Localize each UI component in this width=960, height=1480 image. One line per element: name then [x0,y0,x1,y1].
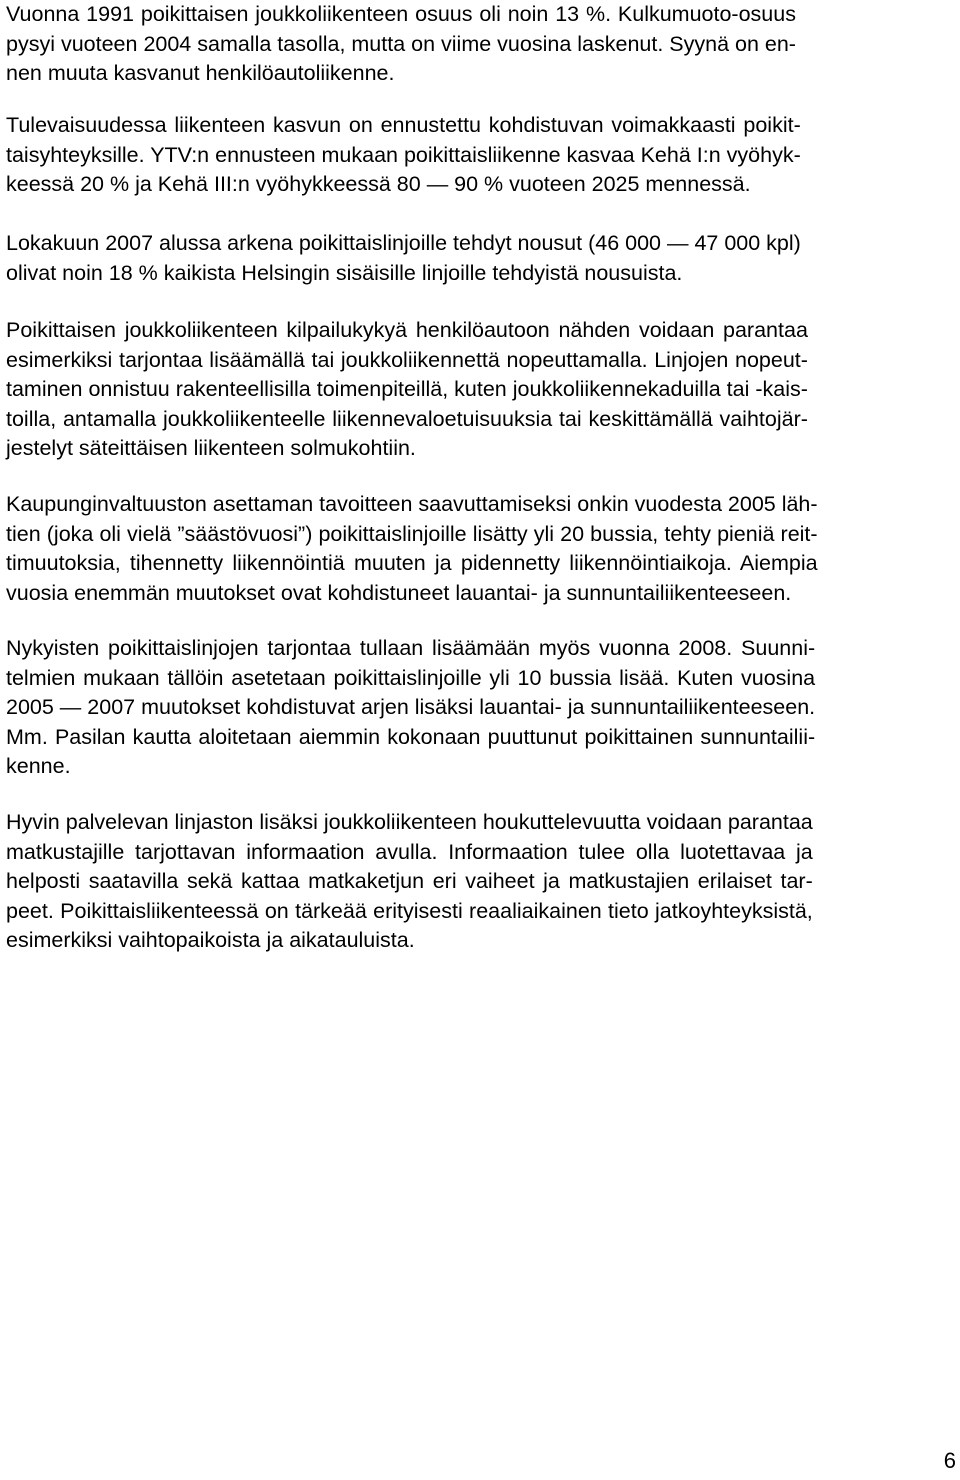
text-line: Lokakuun 2007 alussa arkena poikittaislinjoille tehdyt nousut (46 000 — 47 000 kpl) [6,231,801,255]
paragraph-7 [6,808,813,956]
text-line: kenne. [6,754,71,778]
text-line: keessä 20 % ja Kehä III:n vyöhykkeessä 80 — 90 % vuoteen 2025 mennessä. [6,172,751,196]
text-line: telmien mukaan tällöin asetetaan poikittaislinjoille yli 10 bussia lisää. Kuten vuosina [6,665,816,690]
paragraph-1 [6,0,796,89]
text-line: esimerkiksi vaihtopaikoista ja aikatauluista. [6,928,415,952]
paragraph-3 [6,229,801,288]
text-line: nen muuta kasvanut henkilöautoliikenne. [6,61,395,85]
text-line: tien (joka oli vielä ”säästövuosi”) poikittaislinjoille lisätty yli 20 bussia, tehty pieniä reit- [6,521,818,546]
text-line: Tulevaisuudessa liikenteen kasvun on ennustettu kohdistuvan voimakkaasti poikit- [6,113,801,137]
text-line: taminen onnistuu rakenteellisilla toimenpiteillä, kuten joukkoliikennekaduilla tai -kais- [6,377,808,401]
text-line: olivat noin 18 % kaikista Helsingin sisäisille linjoille tehdyistä nousuista. [6,260,683,285]
text-line: Mm. Pasilan kautta aloitetaan aiemmin kokonaan puuttunut poikittainen sunnuntailii- [6,724,816,749]
text-line: peet. Poikittaisliikenteessä on tärkeää erityisesti reaaliaikainen tieto jatkoyhteyksistä, [6,898,813,923]
text-line: pysyi vuoteen 2004 samalla tasolla, mutta on viime vuosina laskenut. Syynä on en- [6,31,796,56]
paragraph-6 [6,634,815,782]
text-line: taisyhteyksille. YTV:n ennusteen mukaan poikittaisliikenne kasvaa Kehä I:n vyöhyk- [6,142,801,167]
text-line: Nykyisten poikittaislinjojen tarjontaa tullaan lisäämään myös vuonna 2008. Suunni- [6,636,816,660]
paragraph-5 [6,490,818,608]
text-line: esimerkiksi tarjontaa lisäämällä tai joukkoliikennettä nopeuttamalla. Linjojen nopeut- [6,347,808,372]
text-line: toilla, antamalla joukkoliikenteelle liikennevaloetuisuuksia tai keskittämällä vaihtojär- [6,406,808,431]
text-line: Kaupunginvaltuuston asettaman tavoitteen saavuttamiseksi onkin vuodesta 2005 läh- [6,492,818,516]
paragraph-2 [6,111,801,200]
text-line: Vuonna 1991 poikittaisen joukkoliikenteen osuus oli noin 13 %. Kulkumuoto-osuus [6,2,796,26]
text-line: Hyvin palvelevan linjaston lisäksi joukkoliikenteen houkuttelevuutta voidaan parantaa [6,810,813,834]
text-line: matkustajille tarjottavan informaation avulla. Informaation tulee olla luotettavaa ja [6,839,813,864]
text-line: vuosia enemmän muutokset ovat kohdistuneet lauantai- ja sunnuntailiikenteeseen. [6,580,792,605]
text-line: Poikittaisen joukkoliikenteen kilpailukykyä henkilöautoon nähden voidaan parantaa [6,318,808,342]
text-line: timuutoksia, tihennetty liikennöintiä muuten ja pidennetty liikennöintiaikoja. Aiempia [6,551,818,575]
text-line: 2005 — 2007 muutokset kohdistuvat arjen lisäksi lauantai- ja sunnuntailiikenteeseen. [6,695,816,719]
text-line: jestelyt säteittäisen liikenteen solmukohtiin. [6,436,416,460]
text-line: helposti saatavilla sekä kattaa matkaketjun eri vaiheet ja matkustajien erilaiset tar- [6,869,813,893]
paragraph-4 [6,316,808,464]
page-number: 6 [943,1448,956,1473]
